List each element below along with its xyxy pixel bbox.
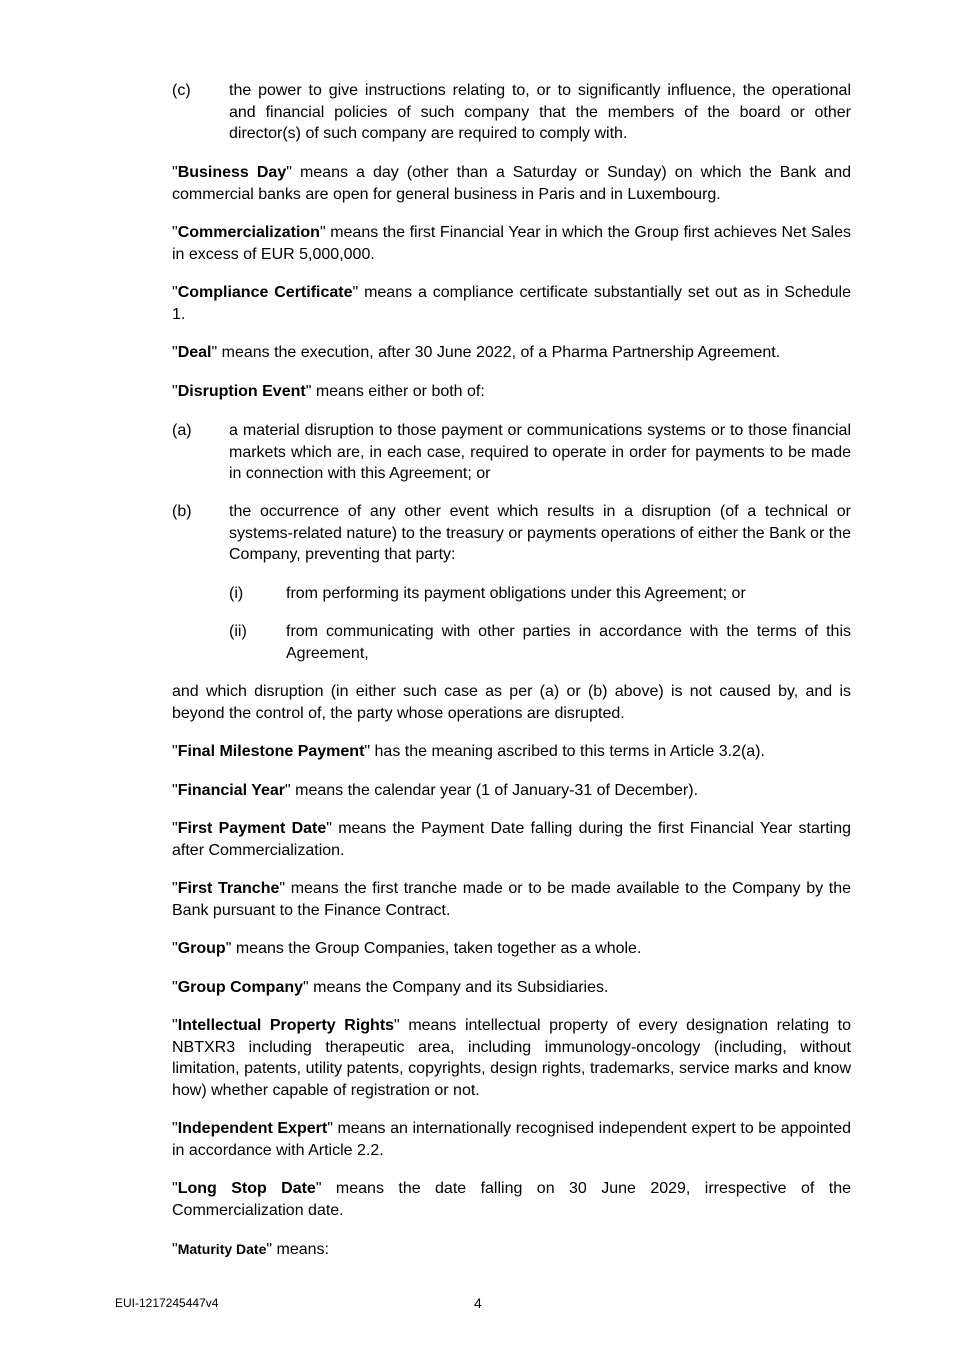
defined-term: Commercialization: [177, 224, 320, 241]
definition-business-day: "Business Day" means a day (other than a Saturday or Sunday) on which the Bank and commercial banks are open for general business in Paris and in Luxembourg.: [172, 164, 852, 203]
defined-term: Independent Expert: [177, 1120, 328, 1137]
definition-financial-year: "Financial Year" means the calendar year (1 of January-31 of December).: [172, 782, 699, 799]
definition-disruption-event: "Disruption Event" means either or both of:: [172, 383, 485, 400]
defined-term: Intellectual Property Rights: [177, 1017, 395, 1034]
defined-term: Long Stop Date: [177, 1180, 316, 1197]
defined-term: Deal: [177, 344, 212, 361]
document-reference: EUI-1217245447v4: [115, 1296, 219, 1310]
defined-term: Group Company: [177, 979, 304, 996]
item-text: the occurrence of any other event which results in a disruption (of a technical or systems-related nature) to the treasury or payments operations of either the Bank or the Company, preventing that party:: [229, 503, 851, 563]
definition-final-milestone-payment: "Final Milestone Payment" has the meaning ascribed to this terms in Article 3.2(a).: [172, 743, 765, 760]
defined-term: First Payment Date: [177, 820, 327, 837]
defined-term: Compliance Certificate: [177, 284, 353, 301]
item-text: the power to give instructions relating to, or to significantly influence, the operational and financial policies of such company that the members of the board or other director(s) of such company are required to comply with.: [229, 82, 851, 142]
definition-first-tranche: "First Tranche" means the first tranche made or to be made available to the Company by the Bank pursuant to the Finance Contract.: [172, 880, 851, 919]
item-text: a material disruption to those payment or communications systems or to those financial markets which are, in each case, required to operate in order for payments to be made in connection with this Agreement; or: [229, 422, 851, 482]
defined-term: Business Day: [177, 164, 287, 181]
definition-commercialization: "Commercialization" means the first Financial Year in which the Group first achieves Net Sales in excess of EUR 5,000,000.: [172, 224, 851, 263]
definition-compliance-certificate: "Compliance Certificate" means a compliance certificate substantially set out as in Schedule 1.: [172, 284, 852, 323]
defined-term: Financial Year: [177, 782, 286, 799]
definition-intellectual-property-rights: "Intellectual Property Rights" means intellectual property of every designation relating to NBTXR3 including therapeutic area, including immunology-oncology (including, without limitation, patents, utility patents, copyrights, design rights, trademarks, service marks and know how) whether capable of registration or not.: [172, 1017, 851, 1099]
item-text: from performing its payment obligations under this Agreement; or: [286, 585, 746, 602]
definition-independent-expert: "Independent Expert" means an internationally recognised independent expert to be appointed in accordance with Article 2.2.: [172, 1120, 851, 1159]
item-text: from communicating with other parties in accordance with the terms of this Agreement,: [286, 623, 851, 662]
item-label: (i): [229, 585, 244, 602]
defined-term: Group: [177, 940, 226, 957]
definition-maturity-date: "Maturity Date" means:: [172, 1241, 329, 1258]
definition-first-payment-date: "First Payment Date" means the Payment Date falling during the first Financial Year starting after Commercialization.: [172, 820, 851, 859]
defined-term: Disruption Event: [177, 383, 306, 400]
item-label: (c): [172, 82, 191, 99]
defined-term: First Tranche: [177, 880, 280, 897]
defined-term: Maturity Date: [177, 1241, 267, 1257]
definition-deal: "Deal" means the execution, after 30 June 2022, of a Pharma Partnership Agreement.: [172, 344, 781, 361]
item-label: (ii): [229, 623, 247, 640]
item-label: (a): [172, 422, 192, 439]
definition-long-stop-date: "Long Stop Date" means the date falling on 30 June 2029, irrespective of the Commercialization date.: [172, 1180, 851, 1219]
definition-group-company: "Group Company" means the Company and its Subsidiaries.: [172, 979, 609, 996]
defined-term: Final Milestone Payment: [177, 743, 365, 760]
page-number: 4: [474, 1295, 482, 1311]
item-label: (b): [172, 503, 192, 520]
disruption-tail-paragraph: and which disruption (in either such case as per (a) or (b) above) is not caused by, and is beyond the control of, the party whose operations are disrupted.: [172, 683, 851, 722]
definition-group: "Group" means the Group Companies, taken together as a whole.: [172, 940, 642, 957]
